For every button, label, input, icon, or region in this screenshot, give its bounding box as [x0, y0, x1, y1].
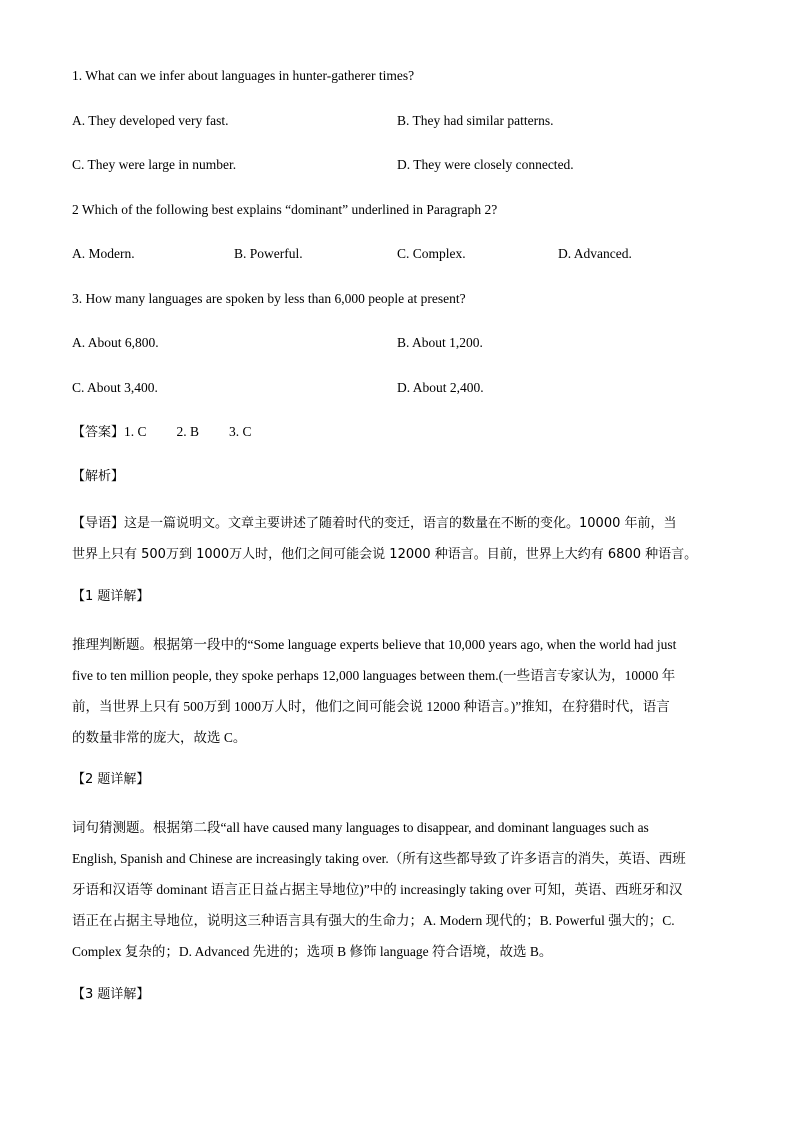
- question-1-option-b: B. They had similar patterns.: [397, 113, 554, 128]
- detail-2-line: 牙语和汉语等 dominant 语言正日益占据主导地位)”中的 increasingly taking over 可知，英语、西班牙和汉: [72, 882, 683, 897]
- question-3-option-b: B. About 1,200.: [397, 335, 483, 350]
- detail-3-label: 【3 题详解】: [72, 987, 150, 1002]
- answer-item-2: 2. B: [176, 424, 200, 439]
- answer-line: [72, 423, 252, 442]
- detail-1-line: 推理判断题。根据第一段中的“Some language experts believe that 10,000 years ago, when the world had just: [72, 637, 677, 652]
- answer-item-3: 3. C: [229, 424, 252, 439]
- detail-2-line: Complex 复杂的；D. Advanced 先进的；选项 B 修饰 language 符合语境，故选 B。: [72, 944, 553, 959]
- question-1-option-c: C. They were large in number.: [72, 157, 237, 172]
- question-1-option-a: A. They developed very fast.: [72, 113, 229, 128]
- intro-line: 世界上只有 500万到 1000万人时，他们之间可能会说 12000 种语言。目前，世界上大约有 6800 种语言。: [72, 547, 698, 562]
- detail-2-line: 语正在占据主导地位，说明这三种语言具有强大的生命力；A. Modern 现代的；B. Powerful 强大的；C.: [72, 913, 675, 928]
- question-2-stem: 2 Which of the following best explains “dominant” underlined in Paragraph 2?: [72, 202, 498, 217]
- answer-label: 【答案】: [72, 425, 125, 440]
- question-3-option-c: C. About 3,400.: [72, 380, 158, 395]
- question-2-option-b: B. Powerful.: [234, 246, 303, 261]
- analysis-label: 【解析】: [72, 469, 125, 484]
- question-3-stem: 3. How many languages are spoken by less than 6,000 people at present?: [72, 291, 466, 306]
- question-1-stem: 1. What can we infer about languages in hunter-gatherer times?: [72, 68, 415, 83]
- detail-1-line: 的数量非常的庞大，故选 C。: [72, 730, 247, 745]
- detail-1-label: 【1 题详解】: [72, 589, 150, 604]
- detail-2-label: 【2 题详解】: [72, 772, 150, 787]
- question-3-option-a: A. About 6,800.: [72, 335, 159, 350]
- detail-1-line: 前，当世界上只有 500万到 1000万人时，他们之间可能会说 12000 种语言。)”推知，在狩猎时代，语言: [72, 699, 670, 714]
- question-3-option-d: D. About 2,400.: [397, 380, 484, 395]
- question-2-option-d: D. Advanced.: [558, 246, 632, 261]
- intro-line: 【导语】这是一篇说明文。文章主要讲述了随着时代的变迁，语言的数量在不断的变化。10000 年前，当: [72, 516, 677, 531]
- question-2-option-a: A. Modern.: [72, 246, 135, 261]
- detail-2-line: English, Spanish and Chinese are increasingly taking over.（所有这些都导致了许多语言的消失，英语、西班: [72, 851, 686, 866]
- detail-1-line: five to ten million people, they spoke perhaps 12,000 languages between them.(一些语言专家认为，10000 年: [72, 668, 676, 683]
- detail-2-line: 词句猜测题。根据第二段“all have caused many languages to disappear, and dominant languages such as: [72, 820, 649, 835]
- question-2-option-c: C. Complex.: [397, 246, 466, 261]
- question-1-option-d: D. They were closely connected.: [397, 157, 574, 172]
- answer-item-1: 1. C: [124, 424, 147, 439]
